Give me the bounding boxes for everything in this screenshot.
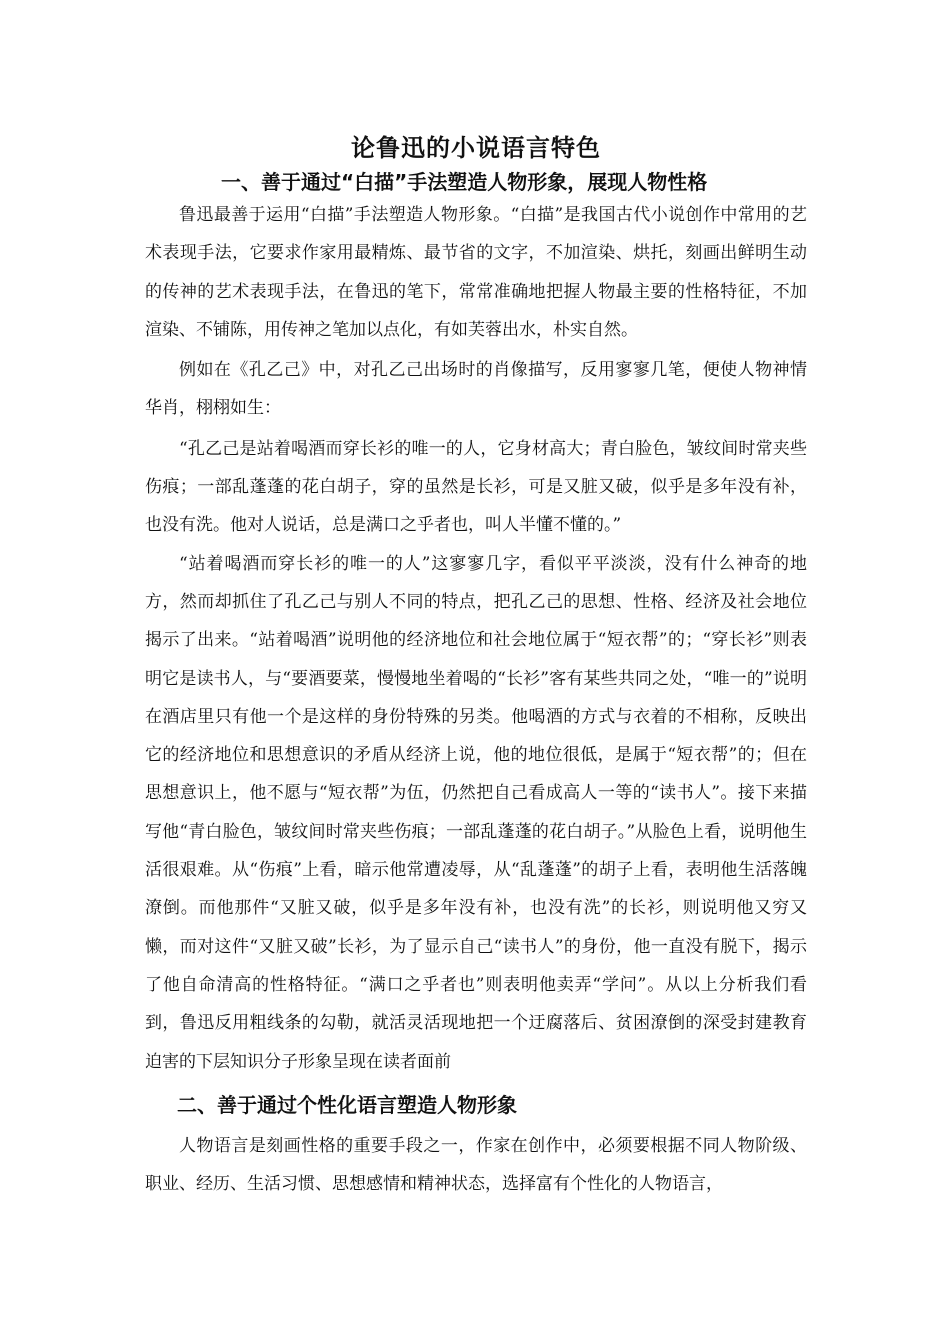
- paragraph-kongyiji-example: 例如在《孔乙己》中，对孔乙己出场时的肖像描写，反用寥寥几笔，便使人物神情华肖，栩栩如生：: [145, 360, 807, 419]
- section-1: [145, 166, 807, 1081]
- section-2: [145, 1089, 807, 1204]
- paragraph-baimiao-intro: 鲁迅最善于运用“白描”手法塑造人物形象。“白描”是我国古代小说创作中常用的艺术表现手法，它要求作家用最精炼、最节省的文字，不加渲染、烘托，刻画出鲜明生动的传神的艺术表现手法，在鲁迅的笔下，常常准确地把握人物最主要的性格特征，不加渲染、不铺陈，用传神之笔加以点化，有如芙蓉出水，朴实自然。: [145, 205, 807, 340]
- section-1-heading: 一、善于通过“白描”手法塑造人物形象，展现人物性格: [221, 170, 708, 194]
- document-page: [145, 130, 807, 1203]
- document-title: 论鲁迅的小说语言特色: [351, 134, 601, 162]
- paragraph-analysis: “站着喝酒而穿长衫的唯一的人”这寥寥几字，看似平平淡淡，没有什么神奇的地方，然而却抓住了孔乙己与别人不同的特点，把孔乙己的思想、性格、经济及社会地位揭示了出来。“站着喝酒”说明他的经济地位和社会地位属于“短衣帮”的；“穿长衫”则表明它是读书人，与“要酒要菜，慢慢地坐着喝的“长衫”客有某些共同之处，“唯一的”说明在酒店里只有他一个是这样的身份特殊的另类。他喝酒的方式与衣着的不相称，反映出它的经济地位和思想意识的矛盾从经济上说，他的地位很低，是属于“短衣帮”的；但在思想意识上，他不愿与“短衣帮”为伍，仍然把自己看成高人一等的“读书人”。接下来描写他“青白脸色，皱纹间时常夹些伤痕；一部乱蓬蓬的花白胡子。”从脸色上看，说明他生活很艰难。从“伤痕”上看，暗示他常遭凌辱，从“乱蓬蓬”的胡子上看，表明他生活落魄潦倒。而他那件“又脏又破，似乎是多年没有补，也没有洗”的长衫，则说明他又穷又懒，而对这件“又脏又破”长衫，为了显示自己“读书人”的身份，他一直没有脱下，揭示了他自命清高的性格特征。“满口之乎者也”则表明他卖弄“学问”。从以上分析我们看到，鲁迅反用粗线条的勾勒，就活灵活现地把一个迂腐落后、贫困潦倒的深受封建教育迫害的下层知识分子形象呈现在读者面前: [145, 553, 807, 1072]
- paragraph-quotation: “孔乙己是站着喝酒而穿长衫的唯一的人，它身材高大；青白脸色，皱纹间时常夹些伤痕；一部乱蓬蓬的花白胡子，穿的虽然是长衫，可是又脏又破，似乎是多年没有补，也没有洗。他对人说话，总是满口之乎者也，叫人半懂不懂的。”: [145, 438, 807, 536]
- section-2-heading: 二、善于通过个性化语言塑造人物形象: [177, 1092, 517, 1117]
- paragraph-character-language: 人物语言是刻画性格的重要手段之一，作家在创作中，必须要根据不同人物阶级、职业、经历、生活习惯、思想感情和精神状态，选择富有个性化的人物语言，: [145, 1135, 807, 1195]
